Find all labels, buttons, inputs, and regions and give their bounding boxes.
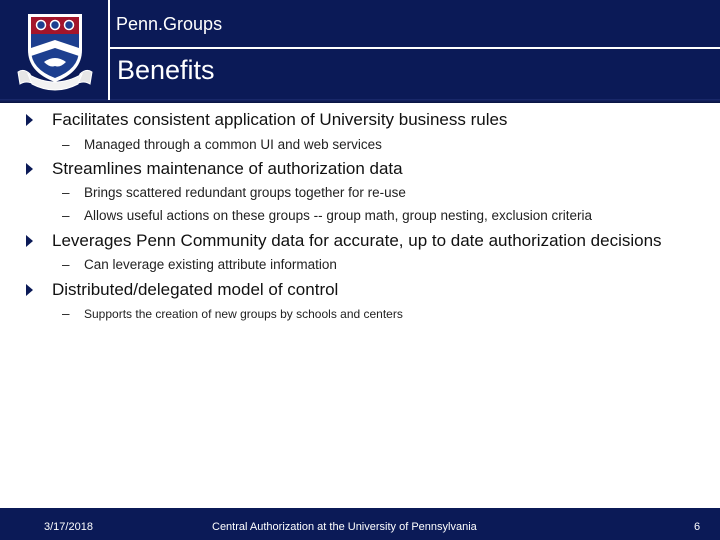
sub-bullet-text: Can leverage existing attribute information <box>84 257 337 272</box>
bullet-item <box>26 231 662 251</box>
sub-bullet-dash: – <box>62 306 70 321</box>
sub-bullet-dash: – <box>62 257 70 272</box>
org-title: Penn.Groups <box>116 14 223 34</box>
triangle-right-icon <box>26 235 33 247</box>
bullet-item <box>26 110 507 130</box>
sub-bullet-text: Allows useful actions on these groups -- group math, group nesting, exclusion criteria <box>84 208 593 223</box>
sub-bullet-item <box>62 208 592 223</box>
sub-bullet-text: Managed through a common UI and web services <box>84 137 382 152</box>
bullet-item <box>26 280 338 300</box>
page-number: 6 <box>694 521 701 533</box>
sub-bullet-item <box>62 137 382 152</box>
triangle-right-icon <box>26 114 33 126</box>
bullet-item <box>26 159 403 179</box>
triangle-right-icon <box>26 163 33 175</box>
bullet-text: Facilitates consistent application of University business rules <box>52 110 508 129</box>
sub-bullet-item <box>62 306 403 321</box>
bullet-text: Streamlines maintenance of authorization data <box>52 159 403 178</box>
bullet-text: Leverages Penn Community data for accurate, up to date authorization decisions <box>52 231 662 250</box>
slide-title: Benefits <box>117 55 215 85</box>
triangle-right-icon <box>26 284 33 296</box>
sub-bullet-dash: – <box>62 208 70 223</box>
sub-bullet-text: Supports the creation of new groups by schools and centers <box>84 306 403 321</box>
sub-bullet-text: Brings scattered redundant groups together for re-use <box>84 185 406 200</box>
bullet-text: Distributed/delegated model of control <box>52 280 339 299</box>
sub-bullet-dash: – <box>62 185 70 200</box>
footer-date: 3/17/2018 <box>44 521 93 533</box>
sub-bullet-dash: – <box>62 137 70 152</box>
sub-bullet-item <box>62 257 337 272</box>
sub-bullet-item <box>62 185 406 200</box>
footer-caption: Central Authorization at the University of Pennsylvania <box>212 521 477 533</box>
footer-bar <box>0 508 720 540</box>
